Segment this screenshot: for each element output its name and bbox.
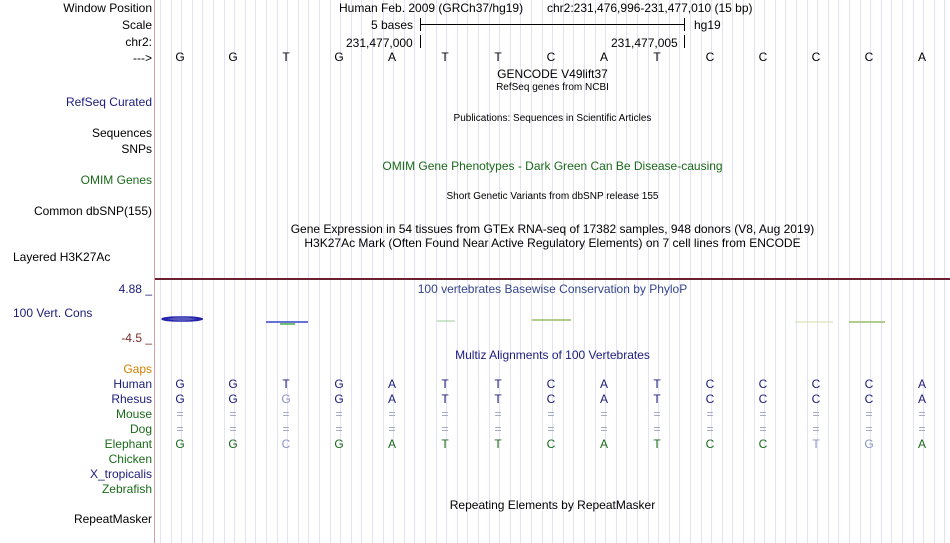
sequence-base: G [334, 50, 344, 64]
alignment-base: C [281, 437, 291, 451]
alignment-base: T [653, 437, 661, 451]
alignment-base: = [335, 422, 343, 436]
species-label[interactable]: Rhesus [111, 392, 152, 406]
label-cons-max: 4.88 _ [118, 282, 152, 296]
alignment-base: T [282, 377, 290, 391]
alignment-base: = [441, 407, 449, 421]
sequence-base: T [441, 50, 449, 64]
alignment-base: = [653, 422, 661, 436]
species-label[interactable]: Chicken [108, 452, 152, 466]
alignment-base: = [918, 422, 926, 436]
alignment-base: T [653, 377, 661, 391]
label-common-dbsnp[interactable]: Common dbSNP(155) [33, 204, 152, 218]
alignment-base: = [388, 422, 396, 436]
alignment-base: C [864, 377, 874, 391]
label-layered-h3k27ac[interactable]: Layered H3K27Ac [13, 250, 111, 264]
coord-right-tick [684, 35, 685, 48]
alignment-base: = [653, 407, 661, 421]
sequence-base: T [282, 50, 290, 64]
coord-right: 231,477,005 [611, 36, 678, 50]
track-dbsnp-desc[interactable]: Short Genetic Variants from dbSNP release 155 [446, 191, 659, 202]
sequence-base: C [546, 50, 556, 64]
alignment-base: = [865, 422, 873, 436]
alignment-base: G [228, 377, 238, 391]
alignment-base: A [599, 437, 608, 451]
alignment-base: = [176, 407, 184, 421]
alignment-base: = [600, 407, 608, 421]
alignment-base: A [387, 392, 396, 406]
coord-left: 231,477,000 [346, 36, 413, 50]
alignment-base: = [229, 407, 237, 421]
label-snps[interactable]: SNPs [121, 142, 152, 156]
alignment-base: A [917, 377, 926, 391]
alignment-base: = [229, 422, 237, 436]
track-multiz-desc[interactable]: Multiz Alignments of 100 Vertebrates [455, 348, 650, 362]
species-label[interactable]: Dog [129, 422, 152, 436]
label-repeatmasker[interactable]: RepeatMasker [73, 512, 152, 526]
label-strand-arrow[interactable]: ---> [133, 51, 152, 65]
alignment-base: = [388, 407, 396, 421]
alignment-base: A [387, 377, 396, 391]
alignment-base: T [441, 377, 449, 391]
alignment-base: = [865, 407, 873, 421]
alignment-base: G [281, 392, 291, 406]
alignment-base: = [494, 407, 502, 421]
alignment-base: T [441, 392, 449, 406]
alignment-base: T [653, 392, 661, 406]
alignment-base: G [334, 392, 344, 406]
alignment-base: C [705, 377, 715, 391]
alignment-base: = [282, 422, 290, 436]
alignment-base: = [494, 422, 502, 436]
alignment-base: C [758, 437, 768, 451]
alignment-base: = [759, 407, 767, 421]
coord-left-tick [420, 35, 421, 48]
alignment-base: G [864, 437, 874, 451]
alignment-base: C [546, 377, 556, 391]
alignment-base: T [494, 437, 502, 451]
alignment-base: C [758, 377, 768, 391]
scale-db-label: hg19 [694, 18, 721, 32]
alignment-base: = [759, 422, 767, 436]
alignment-base: = [600, 422, 608, 436]
alignment-base: G [175, 392, 185, 406]
label-vert-cons[interactable]: 100 Vert. Cons [13, 306, 93, 320]
sequence-base: A [599, 50, 608, 64]
label-omim-genes[interactable]: OMIM Genes [80, 173, 152, 187]
scale-bar-right-tick [684, 18, 685, 31]
position-readout: chr2:231,476,996-231,477,010 (15 bp) [547, 1, 753, 15]
alignment-base: G [334, 437, 344, 451]
species-label[interactable]: Zebrafish [101, 482, 152, 496]
alignment-base: = [918, 407, 926, 421]
alignment-base: A [387, 437, 396, 451]
assembly-title: Human Feb. 2009 (GRCh37/hg19) [339, 1, 524, 15]
sequence-base: C [864, 50, 874, 64]
alignment-base: T [812, 437, 820, 451]
alignment-base: C [811, 392, 821, 406]
label-chr: chr2: [125, 35, 152, 49]
alignment-base: = [441, 422, 449, 436]
species-label[interactable]: Elephant [104, 437, 152, 451]
alignment-base: = [812, 422, 820, 436]
species-label[interactable]: X_tropicalis [89, 467, 152, 481]
label-gaps[interactable]: Gaps [123, 362, 152, 376]
sequence-base: C [811, 50, 821, 64]
alignment-base: = [706, 422, 714, 436]
sequence-base: T [653, 50, 661, 64]
alignment-base: A [917, 392, 926, 406]
track-gencode-title[interactable]: GENCODE V49lift37 [497, 67, 608, 81]
alignment-base: G [228, 437, 238, 451]
track-h3k27ac-desc[interactable]: H3K27Ac Mark (Often Found Near Active Regulatory Elements) on 7 cell lines from ENCODE [304, 236, 801, 250]
track-phylop-desc[interactable]: 100 vertebrates Basewise Conservation by PhyloP [417, 282, 688, 296]
alignment-base: = [176, 422, 184, 436]
alignment-base: C [546, 392, 556, 406]
scale-bar [420, 24, 684, 25]
alignment-base: C [705, 437, 715, 451]
alignment-base: = [547, 422, 555, 436]
alignment-base: C [864, 392, 874, 406]
scale-bases-label: 5 bases [371, 18, 414, 32]
sequence-base: C [758, 50, 768, 64]
track-gtex-desc[interactable]: Gene Expression in 54 tissues from GTEx RNA-seq of 17382 samples, 948 donors (V8, Aug 2019) [290, 222, 815, 236]
track-omim-desc[interactable]: OMIM Gene Phenotypes - Dark Green Can Be Disease-causing [382, 159, 723, 173]
species-label[interactable]: Mouse [115, 407, 152, 421]
alignment-base: G [175, 377, 185, 391]
alignment-base: C [758, 392, 768, 406]
sequence-base: T [494, 50, 502, 64]
track-refseq-desc[interactable]: RefSeq genes from NCBI [496, 82, 609, 93]
alignment-base: = [812, 407, 820, 421]
sequence-base: A [917, 50, 926, 64]
sequence-base: G [175, 50, 185, 64]
sequence-base: G [228, 50, 238, 64]
alignment-base: A [599, 377, 608, 391]
track-divider [155, 278, 950, 280]
alignment-base: C [811, 377, 821, 391]
alignment-base: = [335, 407, 343, 421]
alignment-base: C [705, 392, 715, 406]
alignment-base: = [706, 407, 714, 421]
alignment-base: T [441, 437, 449, 451]
sequence-base: C [705, 50, 715, 64]
alignment-base: T [494, 377, 502, 391]
alignment-base: T [494, 392, 502, 406]
label-refseq-curated[interactable]: RefSeq Curated [65, 95, 152, 109]
label-sequences[interactable]: Sequences [91, 126, 152, 140]
alignment-base: G [175, 437, 185, 451]
alignment-base: A [917, 437, 926, 451]
alignment-base: C [546, 437, 556, 451]
species-label[interactable]: Human [113, 377, 152, 391]
label-scale: Scale [121, 18, 152, 32]
alignment-base: G [228, 392, 238, 406]
sequence-base: A [387, 50, 396, 64]
alignment-base: = [547, 407, 555, 421]
alignment-base: G [334, 377, 344, 391]
label-cons-min: -4.5 _ [121, 331, 152, 345]
track-publications-desc[interactable]: Publications: Sequences in Scientific Articles [453, 113, 652, 124]
alignment-base: A [599, 392, 608, 406]
track-repeatmasker-desc[interactable]: Repeating Elements by RepeatMasker [449, 498, 656, 512]
phylop-conservation-plot[interactable] [155, 312, 950, 328]
alignment-base: = [282, 407, 290, 421]
label-window-position: Window Position [63, 1, 152, 15]
